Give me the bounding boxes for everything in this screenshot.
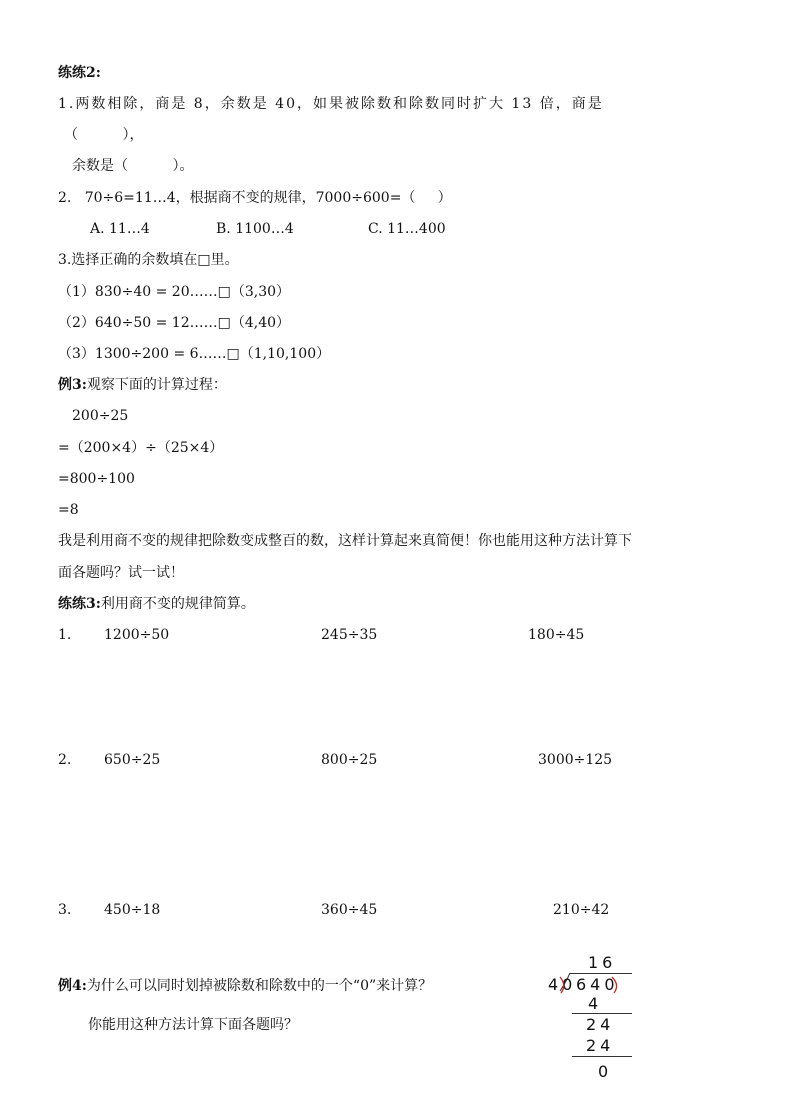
example3-title-rest: 观察下面的计算过程：: [86, 377, 227, 393]
practice3-problem: 3000÷125: [538, 752, 613, 768]
long-division: [540, 950, 650, 1090]
practice3-problem: 360÷45: [321, 902, 378, 918]
example3-explain-line2: 面各题吗？试一试！: [58, 565, 184, 581]
practice3-problem: 650÷25: [104, 752, 161, 768]
long-division-line: [572, 1013, 632, 1014]
example3-heading: [58, 376, 227, 394]
practice3-heading: [58, 595, 255, 613]
practice3-problem: 1200÷50: [104, 627, 170, 643]
practice3-title-rest: 利用商不变的规律简算。: [100, 596, 255, 612]
example3-explain-line1: 我是利用商不变的规律把除数变成整百的数，这样计算起来真简便！你也能用这种方法计算下: [58, 533, 632, 549]
practice2-q2-stem: 2. 70÷6=11…4，根据商不变的规律，7000÷600=（ ）: [58, 190, 452, 206]
example3-step: =800÷100: [58, 471, 135, 487]
practice2-q3-item: （3）1300÷200 = 6……□（1,10,100）: [58, 346, 331, 362]
long-division-quotient: 16: [588, 953, 617, 972]
practice3-problem: 245÷35: [321, 627, 378, 643]
example4-line2: 你能用这种方法计算下面各题吗？: [88, 1017, 298, 1033]
example3-step: =（200×4）÷（25×4）: [58, 440, 224, 456]
example3-title: 例3:: [58, 377, 87, 393]
divisor-zero-strike-mark: [558, 976, 568, 994]
example3-step: 200÷25: [72, 408, 129, 424]
practice2-title: 练练2:: [58, 65, 101, 81]
practice2-q1-line3: 余数是（ ）。: [72, 158, 194, 174]
practice2-q3-item: （1）830÷40 = 20……□（3,30）: [58, 284, 291, 300]
long-division-divisor: 40: [548, 975, 577, 994]
example3-step: =8: [58, 502, 79, 518]
practice3-row-number: 1.: [58, 627, 72, 643]
practice2-q2-option-b: B. 1100…4: [216, 221, 294, 237]
practice2-q3-stem: 3.选择正确的余数填在□里。: [58, 252, 239, 268]
practice3-problem: 180÷45: [528, 627, 585, 643]
practice2-q3-item: （2）640÷50 = 12……□（4,40）: [58, 315, 291, 331]
practice2-q1-line2: （ ），: [64, 127, 144, 143]
long-division-step3: 24: [586, 1036, 615, 1055]
example4-title-rest: 为什么可以同时划掉被除数和除数中的一个“0”来计算？: [86, 978, 433, 994]
practice2-q2-option-c: C. 11…400: [368, 221, 446, 237]
long-division-dividend: 640: [576, 975, 619, 994]
long-division-bracket-top: [570, 973, 632, 974]
practice2-q1-line1: 1.两数相除，商是 8，余数是 40，如果被除数和除数同时扩大 13 倍，商是: [58, 96, 604, 112]
long-division-line: [572, 1056, 632, 1057]
practice2-q2-option-a: A. 11…4: [90, 221, 150, 237]
practice3-problem: 800÷25: [321, 752, 378, 768]
practice3-problem: 210÷42: [553, 902, 610, 918]
practice3-problem: 450÷18: [104, 902, 161, 918]
dividend-zero-strike-mark: [610, 976, 622, 994]
example4-title: 例4:: [58, 978, 87, 994]
long-division-step1: 4: [588, 994, 603, 1013]
long-division-remainder: 0: [598, 1062, 613, 1081]
long-division-step2: 24: [586, 1015, 615, 1034]
practice3-row-number: 3.: [58, 902, 72, 918]
example4-heading: [58, 977, 432, 995]
practice3-title: 练练3:: [58, 596, 101, 612]
practice3-row-number: 2.: [58, 752, 72, 768]
